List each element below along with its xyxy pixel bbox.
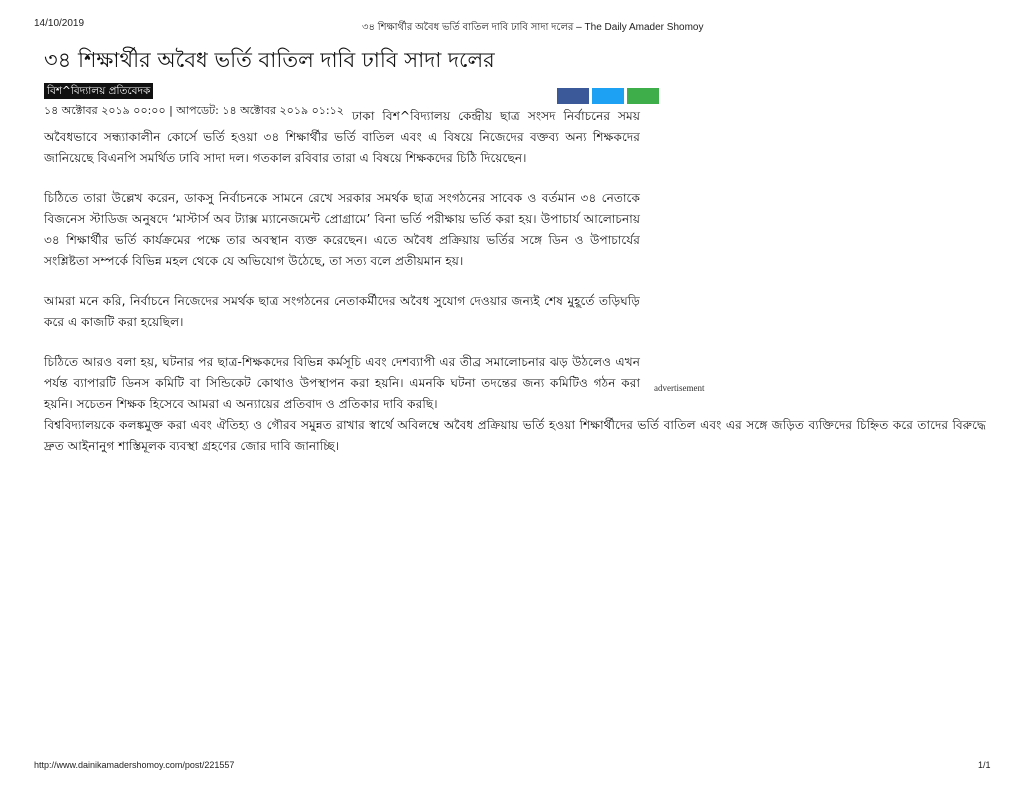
facebook-share-icon[interactable] (557, 88, 589, 104)
print-page-number: 1/1 (978, 760, 991, 770)
print-date: 14/10/2019 (34, 18, 85, 29)
print-page-title: ৩৪ শিক্ষার্থীর অবৈধ ভর্তি বাতিল দাবি ঢাবি সাদা দলের – The Daily Amader Shomoy (362, 22, 704, 33)
article-paragraph: চিঠিতে তারা উল্লেখ করেন, ডাকসু নির্বাচনকে সামনে রেখে সরকার সমর্থক ছাত্র সংগঠনের সাবেক ও বর্তমান ৩৪ নেতাকে বিজনেস স্টাডিজ অনুষদে ‘মাস্টার্স অব ট্যাক্স ম্যানেজমেন্ট প্রোগ্রামে’ বিনা ভর্তি পরীক্ষায় ভর্তি করা হয়। উপাচার্য আলোচনায় ৩৪ শিক্ষার্থীর ভর্তি কার্যক্রমের পক্ষে তার অবস্থান ব্যক্ত করেছেন। এতে অবৈধ প্রক্রিয়ায় ভর্তির সঙ্গে ডিন ও উপাচার্যের সংশ্লিষ্টতা সম্পর্কে বিভিন্ন মহল থেকে যে অভিযোগ উঠেছে, তা সত্য বলে প্রতীয়মান হয়। (44, 191, 640, 268)
print-url: http://www.dainikamadershomoy.com/post/221557 (34, 760, 235, 770)
article-dateline: ১৪ অক্টোবর ২০১৯ ০০:০০ | আপডেট: ১৪ অক্টোবর ২০১৯ ০১:১২ (44, 104, 344, 117)
article-paragraph: ঢাকা বিশ^বিদ্যালয় কেন্দ্রীয় ছাত্র সংসদ নির্বাচনের সময় অবৈধভাবে সন্ধ্যাকালীন কোর্সে ভর্তি হওয়া ৩৪ শিক্ষার্থীর ভর্তি বাতিল এবং এ বিষয়ে নিজেদের বক্তব্য অন্য শিক্ষকদের জানিয়েছে বিএনপি সমর্থিত ঢাবি সাদা দল। গতকাল রবিবার তারা এ বিষয়ে শিক্ষকদের চিঠি দিয়েছেন। (44, 109, 640, 165)
share-bar (557, 88, 659, 104)
advertisement-label: advertisement (654, 383, 705, 393)
article-paragraph: চিঠিতে আরও বলা হয়, ঘটনার পর ছাত্র-শিক্ষকদের বিভিন্ন কর্মসূচি এবং দেশব্যাপী এর তীব্র সমালোচনার ঝড় উঠলেও এখন পর্যন্ত ব্যাপারটি ডিনস কমিটি বা সিন্ডিকেট কোথাও উপস্থাপন করা হয়নি। এমনকি ঘটনা তদন্তের জন্য কমিটিও গঠন করা হয়নি। সচেতন শিক্ষক হিসেবে আমরা এ অন্যায়ের প্রতিবাদ ও প্রতিকার দাবি করছি। (44, 355, 640, 411)
article-paragraph: বিশ্ববিদ্যালয়কে কলঙ্কমুক্ত করা এবং ঐতিহ্য ও গৌরব সমুন্নত রাখার স্বার্থে অবিলম্বে অবৈধ প্রক্রিয়ায় ভর্তি হওয়া শিক্ষার্থীদের ভর্তি বাতিল এবং এর সঙ্গে জড়িত ব্যক্তিদের চিহ্নিত করে তাদের বিরুদ্ধে দ্রুত আইনানুগ শাস্তিমূলক ব্যবস্থা গ্রহণের জোর দাবি জানাচ্ছি। (44, 418, 986, 453)
share-icon[interactable] (627, 88, 659, 104)
article-headline: ৩৪ শিক্ষার্থীর অবৈধ ভর্তি বাতিল দাবি ঢাবি সাদা দলের (44, 48, 495, 72)
article-paragraph: আমরা মনে করি, নির্বাচনে নিজেদের সমর্থক ছাত্র সংগঠনের নেতাকর্মীদের অবৈধ সুযোগ দেওয়ার জন্যই শেষ মুহূর্তে তড়িঘড়ি করে এ কাজটি করা হয়েছিল। (44, 294, 640, 329)
twitter-share-icon[interactable] (592, 88, 624, 104)
category-badge[interactable]: বিশ^বিদ্যালয় প্রতিবেদক (44, 83, 153, 99)
